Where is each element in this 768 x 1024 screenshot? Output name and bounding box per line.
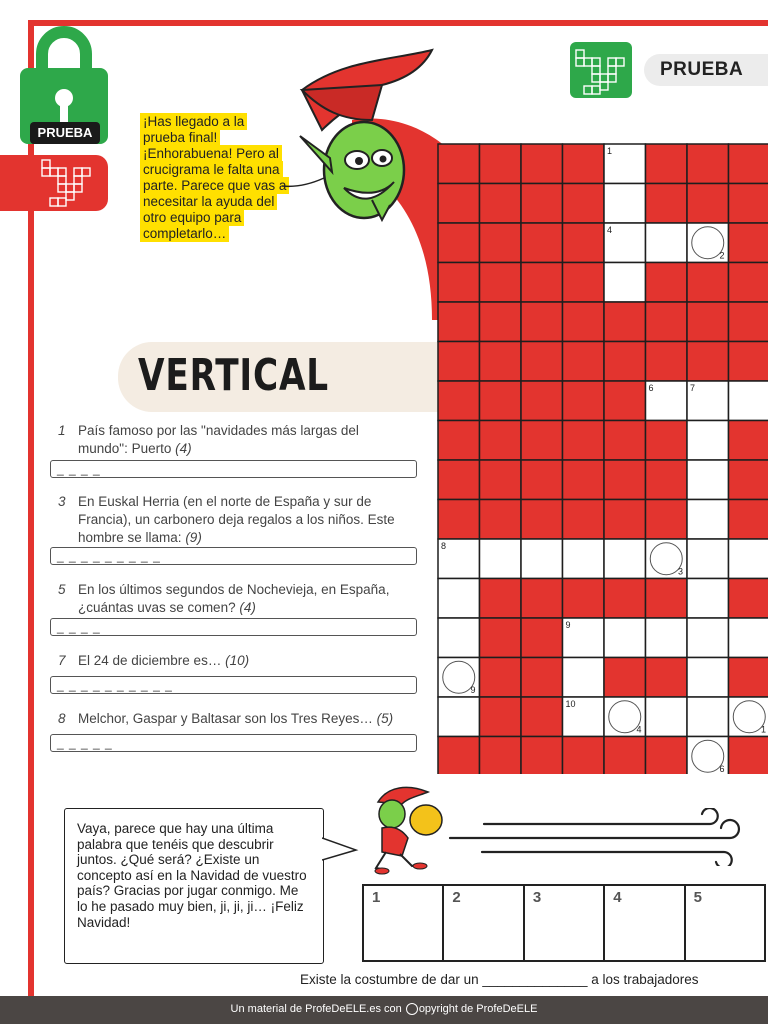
grid-number: 10: [565, 699, 576, 709]
clue-length: (10): [225, 653, 250, 668]
grid-cell[interactable]: [438, 579, 480, 619]
grid-cell: [521, 658, 563, 698]
final-word-boxes: [362, 884, 766, 962]
grid-cell: [563, 263, 605, 303]
grid-cell: [521, 500, 563, 540]
prueba-label: PRUEBA: [644, 54, 768, 86]
grid-cell: [604, 381, 646, 421]
grid-cell: [604, 500, 646, 540]
grid-cell[interactable]: [687, 579, 729, 619]
grid-cell: [521, 144, 563, 184]
intro-speech-text: ¡Has llegado a la prueba final! ¡Enhorabuena! Pero al crucigrama le falta una parte. Parece que vas a necesitar la ayuda del otro equipo para completarlo…: [140, 113, 289, 242]
grid-cell[interactable]: [687, 697, 729, 737]
grid-cell: [438, 184, 480, 224]
grid-cell: [604, 421, 646, 461]
grid-cell[interactable]: [729, 539, 768, 579]
clue-number: 3: [58, 494, 66, 509]
grid-cell[interactable]: [604, 618, 646, 658]
clue-3: [58, 493, 408, 547]
answer-field-7[interactable]: _ _ _ _ _ _ _ _ _ _: [50, 676, 417, 694]
crossword-grid: [436, 142, 768, 774]
clue-text: En los últimos segundos de Nochevieja, en España, ¿cuántas uvas se comen?: [78, 582, 390, 615]
grid-cell: [604, 460, 646, 500]
grid-number: 1: [607, 146, 613, 156]
grid-cell: [521, 223, 563, 263]
grid-cell: [646, 342, 688, 382]
grid-number: 6: [719, 764, 725, 774]
clue-text: Melchor, Gaspar y Baltasar son los Tres Reyes…: [78, 711, 373, 726]
intro-speech: [140, 114, 290, 242]
final-box-number: 1: [372, 889, 381, 906]
grid-cell: [480, 302, 522, 342]
clue-number: 8: [58, 711, 66, 726]
grid-cell: [521, 737, 563, 775]
grid-cell: [604, 579, 646, 619]
grid-cell: [521, 302, 563, 342]
grid-cell: [438, 460, 480, 500]
grid-cell: [521, 184, 563, 224]
grid-cell: [646, 144, 688, 184]
grid-cell[interactable]: [521, 539, 563, 579]
grid-cell[interactable]: [438, 697, 480, 737]
grid-cell: [646, 460, 688, 500]
grid-cell: [646, 184, 688, 224]
grid-cell: [438, 737, 480, 775]
clue-5: [58, 581, 408, 617]
final-box-2[interactable]: [444, 886, 524, 960]
clue-length: (9): [185, 530, 202, 545]
clue-length: (5): [376, 711, 394, 726]
grid-cell: [480, 697, 522, 737]
grid-cell: [687, 184, 729, 224]
grid-cell: [604, 342, 646, 382]
grid-cell: [521, 697, 563, 737]
grid-cell: [729, 658, 768, 698]
grid-cell: [563, 223, 605, 263]
crossword-grid-svg: [436, 142, 768, 774]
grid-cell: [729, 500, 768, 540]
clue-number: 7: [58, 653, 66, 668]
grid-cell[interactable]: [729, 618, 768, 658]
grid-cell: [687, 342, 729, 382]
grid-cell: [687, 144, 729, 184]
clue-8: [58, 710, 408, 728]
grid-number: 7: [690, 383, 696, 393]
grid-cell: [563, 500, 605, 540]
answer-field-5[interactable]: _ _ _ _: [50, 618, 417, 636]
grid-cell: [480, 184, 522, 224]
grid-cell[interactable]: [687, 658, 729, 698]
footer-text: Un material de ProfeDeELE.es con: [230, 1003, 402, 1015]
grid-number: 4: [636, 724, 642, 735]
grid-cell: [646, 579, 688, 619]
grid-number: 9: [565, 620, 571, 630]
grid-cell: [521, 263, 563, 303]
clue-text: El 24 de diciembre es…: [78, 653, 222, 668]
grid-cell: [521, 460, 563, 500]
grid-cell: [604, 302, 646, 342]
clue-number: 5: [58, 582, 66, 597]
grid-cell[interactable]: [687, 539, 729, 579]
grid-cell: [646, 263, 688, 303]
grid-cell[interactable]: [646, 223, 688, 263]
grid-cell: [480, 144, 522, 184]
grid-cell: [687, 263, 729, 303]
frame-top-line: [28, 20, 768, 26]
grid-number: 8: [441, 541, 447, 551]
final-box-3[interactable]: [525, 886, 605, 960]
final-box-number: 4: [613, 889, 622, 906]
crossword-icon-green: [570, 42, 632, 98]
grid-cell: [729, 223, 768, 263]
grid-cell[interactable]: [604, 539, 646, 579]
footer: [0, 996, 768, 1024]
grid-cell: [438, 381, 480, 421]
grid-cell: [480, 737, 522, 775]
grid-cell: [521, 618, 563, 658]
grid-cell: [480, 658, 522, 698]
grid-cell: [563, 302, 605, 342]
grid-cell: [438, 500, 480, 540]
grid-cell: [729, 737, 768, 775]
grid-cell: [646, 500, 688, 540]
grid-cell: [480, 460, 522, 500]
grid-cell[interactable]: [563, 539, 605, 579]
final-box-number: 5: [693, 889, 702, 906]
grid-cell: [646, 421, 688, 461]
footer-text-copyright: opyright de ProfeDeELE: [418, 1003, 538, 1015]
grid-cell[interactable]: [729, 381, 768, 421]
grid-cell: [563, 144, 605, 184]
grid-cell[interactable]: [687, 618, 729, 658]
grid-cell: [729, 144, 768, 184]
grid-cell[interactable]: [687, 460, 729, 500]
clue-text: En Euskal Herria (en el norte de España y sur de Francia), un carbonero deja regalos a los niños. Este hombre se llama:: [78, 494, 395, 545]
copyright-icon: [406, 1003, 418, 1015]
grid-cell[interactable]: [646, 697, 688, 737]
grid-cell[interactable]: [687, 500, 729, 540]
grid-cell: [480, 381, 522, 421]
grid-cell: [563, 737, 605, 775]
grid-cell: [563, 342, 605, 382]
grid-cell: [521, 421, 563, 461]
answer-field-3[interactable]: _ _ _ _ _ _ _ _ _: [50, 547, 417, 565]
clue-length: (4): [239, 600, 256, 615]
grid-cell: [521, 381, 563, 421]
grid-cell: [563, 579, 605, 619]
grid-cell: [563, 184, 605, 224]
grid-cell: [438, 223, 480, 263]
grid-cell: [438, 263, 480, 303]
grid-cell: [729, 263, 768, 303]
grid-cell: [480, 342, 522, 382]
grid-cell[interactable]: [604, 184, 646, 224]
wind-lines: [448, 808, 753, 866]
clue-1: [58, 422, 408, 458]
grid-cell[interactable]: [480, 539, 522, 579]
grid-cell: [480, 223, 522, 263]
grid-number: 6: [648, 383, 654, 393]
grid-cell: [729, 421, 768, 461]
grid-cell: [687, 302, 729, 342]
grid-cell: [480, 500, 522, 540]
grid-cell: [480, 618, 522, 658]
grid-cell: [480, 421, 522, 461]
grid-number: 4: [607, 225, 613, 235]
clue-length: (4): [175, 441, 192, 456]
final-box-1[interactable]: [364, 886, 444, 960]
grid-cell: [563, 421, 605, 461]
grid-cell: [646, 658, 688, 698]
clue-7: [58, 652, 408, 670]
lock-badge: PRUEBA: [30, 122, 100, 144]
clue-text: País famoso por las "navidades más largas del mundo": Puerto: [78, 423, 359, 456]
grid-number: 1: [760, 724, 766, 735]
final-box-number: 3: [532, 889, 542, 906]
grid-cell[interactable]: [563, 658, 605, 698]
grid-cell: [729, 342, 768, 382]
final-sentence: Existe la costumbre de dar un ______________ a los trabajadores: [300, 972, 699, 987]
answer-field-1[interactable]: _ _ _ _: [50, 460, 417, 478]
final-box-number: 2: [452, 889, 461, 906]
grid-cell: [729, 302, 768, 342]
grid-cell[interactable]: [604, 263, 646, 303]
running-goblin-illustration: [368, 782, 448, 878]
final-box-5[interactable]: [686, 886, 764, 960]
final-speech: [64, 808, 324, 964]
grid-cell: [480, 263, 522, 303]
grid-cell: [521, 579, 563, 619]
final-box-4[interactable]: [605, 886, 685, 960]
grid-cell: [563, 460, 605, 500]
speech-tail: [322, 834, 362, 864]
grid-cell: [646, 302, 688, 342]
final-speech-text: Vaya, parece que hay una última palabra que tenéis que descubrir juntos. ¿Qué será? ¿Existe un concepto así en la Navidad de vuestro país? Gracias por jugar conmigo. Me lo he pasado muy bien, ji, ji, ji… ¡Feliz Navidad!: [77, 821, 307, 930]
grid-cell: [604, 737, 646, 775]
grid-number: 9: [470, 685, 476, 695]
grid-cell[interactable]: [687, 421, 729, 461]
clue-number: 1: [58, 423, 66, 438]
grid-cell: [438, 421, 480, 461]
grid-cell: [729, 579, 768, 619]
grid-cell: [438, 302, 480, 342]
grid-cell: [729, 184, 768, 224]
grid-cell: [563, 381, 605, 421]
crossword-icon: [40, 158, 96, 208]
grid-cell: [646, 737, 688, 775]
grid-cell: [438, 342, 480, 382]
grid-number: 2: [719, 250, 725, 261]
grid-cell[interactable]: [646, 618, 688, 658]
grid-cell: [521, 342, 563, 382]
prueba-icon: [570, 42, 632, 98]
grid-cell: [480, 579, 522, 619]
grid-number: 3: [677, 566, 683, 577]
grid-cell[interactable]: [438, 618, 480, 658]
grid-cell: [438, 144, 480, 184]
answer-field-8[interactable]: _ _ _ _ _: [50, 734, 417, 752]
grid-cell: [604, 658, 646, 698]
grid-cell: [729, 460, 768, 500]
section-title: VERTICAL: [138, 350, 329, 401]
